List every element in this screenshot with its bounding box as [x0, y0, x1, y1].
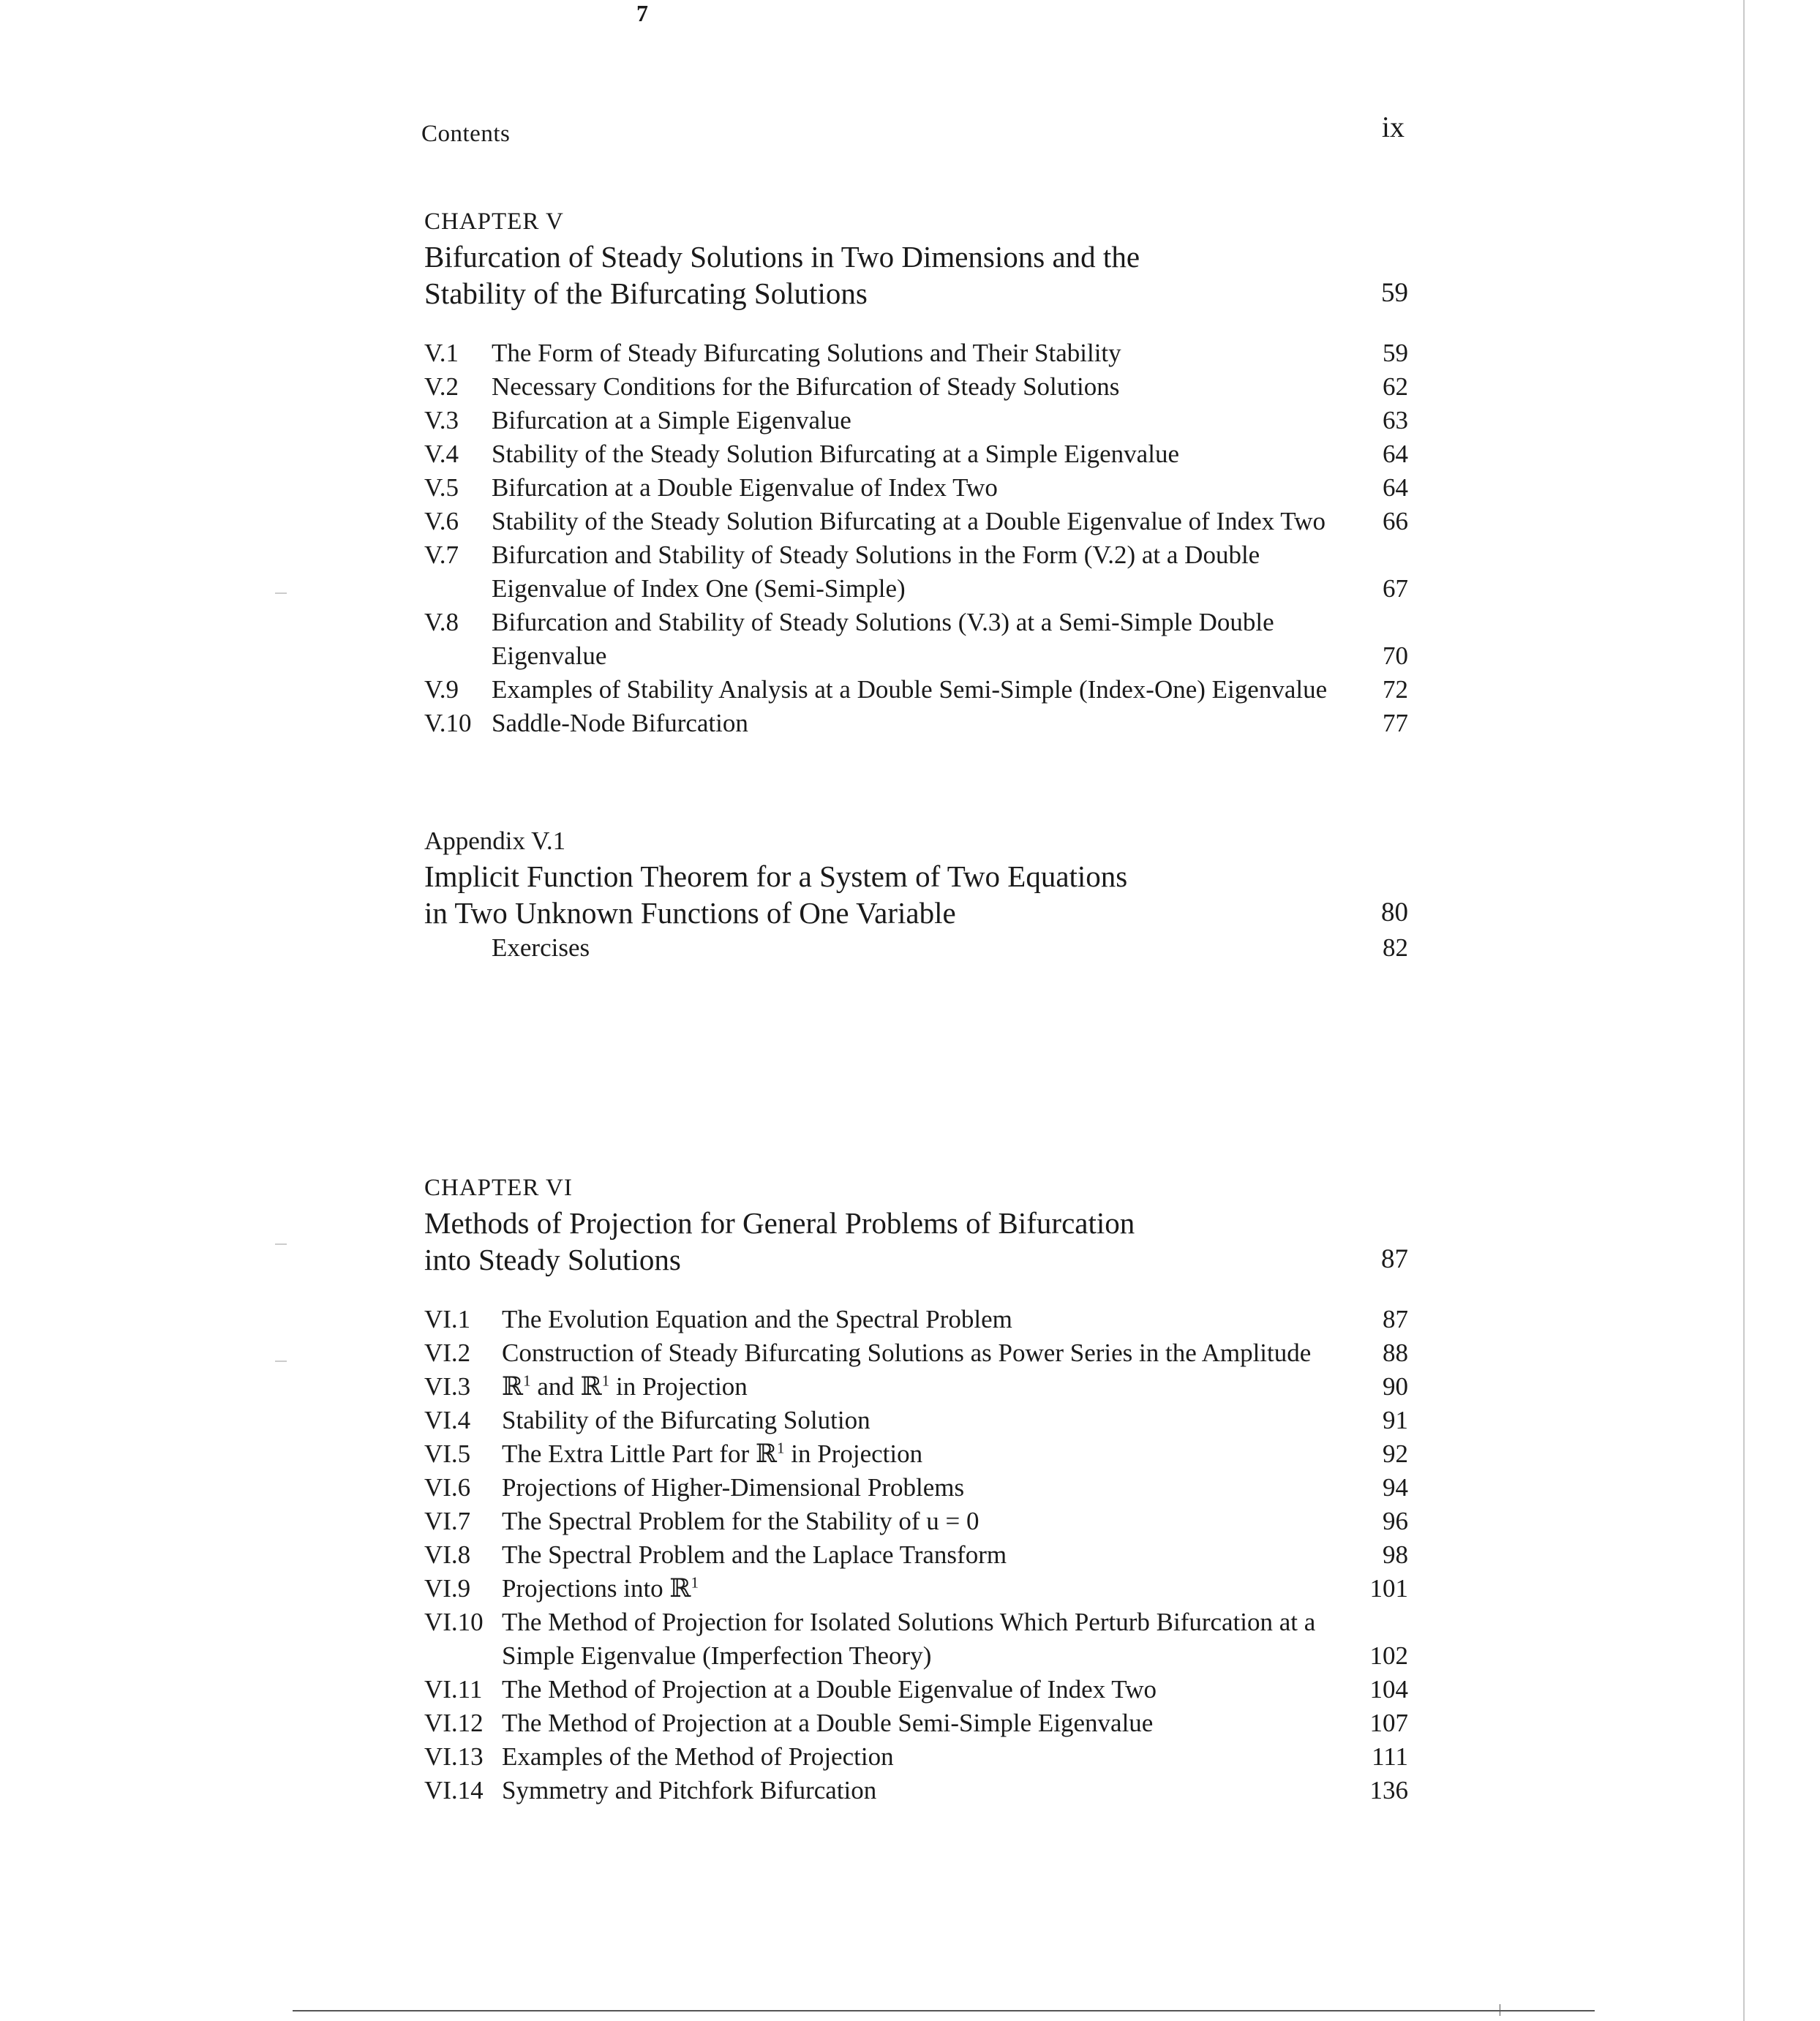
appendix-label: Appendix V.1 [424, 827, 566, 855]
toc-entry[interactable] [424, 370, 1408, 404]
section-title: Bifurcation and Stability of Steady Solutions (V.3) at a Semi-Simple Double Eigenvalue [492, 608, 1274, 670]
section-page: 104 [1369, 1675, 1408, 1704]
section-page: 91 [1383, 1406, 1408, 1434]
section-title: Construction of Steady Bifurcating Solutions as Power Series in the Amplitude [502, 1339, 1312, 1367]
section-title: Saddle-Node Bifurcation [492, 709, 748, 737]
section-number: VI.9 [424, 1574, 471, 1603]
appendix-title-text: in Two Unknown Functions of One Variable [424, 896, 956, 930]
toc-entry[interactable] [424, 538, 1408, 606]
section-number: VI.3 [424, 1372, 471, 1401]
margin-mark [275, 1243, 287, 1245]
section-number: VI.5 [424, 1439, 471, 1468]
bottom-scan-rule [293, 2010, 1595, 2011]
section-number: V.3 [424, 406, 459, 434]
toc-entry[interactable] [424, 1606, 1408, 1673]
section-title: Stability of the Bifurcating Solution [502, 1406, 870, 1434]
section-title: Bifurcation and Stability of Steady Solutions in the Form (V.2) at a Double Eigenvalue of Index One (Semi-Simple) [492, 541, 1260, 603]
toc-entry[interactable] [424, 1673, 1408, 1706]
section-number: VI.12 [424, 1709, 484, 1737]
exercises-label: Exercises [492, 933, 590, 962]
section-number: V.1 [424, 339, 459, 367]
section-number: V.4 [424, 440, 459, 468]
toc-entry[interactable] [424, 1336, 1408, 1370]
section-page: 64 [1383, 473, 1408, 502]
section-number: VI.4 [424, 1406, 471, 1434]
title-part: ℝ [502, 1372, 524, 1401]
section-page: 66 [1383, 507, 1408, 535]
toc-entry[interactable] [424, 1538, 1408, 1572]
toc-entry[interactable] [424, 1303, 1408, 1336]
chapter-5-section [424, 207, 1408, 740]
section-title: The Form of Steady Bifurcating Solutions and Their Stability [492, 339, 1121, 367]
chapter-title-line [424, 1241, 1408, 1278]
section-number: VI.2 [424, 1339, 471, 1367]
section-title: Stability of the Steady Solution Bifurcating at a Simple Eigenvalue [492, 440, 1179, 468]
chapter-page: 87 [1381, 1244, 1408, 1274]
section-title [502, 1370, 1408, 1404]
section-page: 77 [1383, 709, 1408, 737]
title-part: The Extra Little Part for ℝ [502, 1439, 778, 1468]
page-edge-line [1743, 0, 1745, 2021]
toc-entry[interactable] [424, 1437, 1408, 1471]
section-number: V.10 [424, 709, 472, 737]
toc-entry[interactable] [424, 1471, 1408, 1505]
toc-entry[interactable] [424, 336, 1408, 370]
toc-entry[interactable] [424, 606, 1408, 673]
section-title: Necessary Conditions for the Bifurcation of Steady Solutions [492, 372, 1120, 401]
section-number: VI.11 [424, 1675, 483, 1704]
section-page: 59 [1383, 339, 1408, 367]
appendix-page: 80 [1381, 897, 1408, 927]
section-page: 94 [1383, 1473, 1408, 1502]
section-page: 98 [1383, 1540, 1408, 1569]
section-title: Examples of the Method of Projection [502, 1742, 894, 1771]
appendix-title-line: Implicit Function Theorem for a System of Two Equations [424, 859, 1128, 893]
toc-entry[interactable] [424, 404, 1408, 437]
section-page: 63 [1383, 406, 1408, 434]
section-number: VI.8 [424, 1540, 471, 1569]
section-title: The Method of Projection at a Double Semi-Simple Eigenvalue [502, 1709, 1154, 1737]
section-page: 88 [1383, 1339, 1408, 1367]
toc-entry[interactable] [424, 505, 1408, 538]
section-page: 87 [1383, 1305, 1408, 1333]
section-list [424, 1303, 1408, 1807]
chapter-label: CHAPTER VI [424, 1175, 573, 1201]
chapter-page: 59 [1381, 278, 1408, 308]
section-page: 62 [1383, 372, 1408, 401]
superscript: 1 [691, 1573, 699, 1592]
section-page: 96 [1383, 1507, 1408, 1535]
exercises-page: 82 [1383, 933, 1408, 962]
section-title: The Spectral Problem for the Stability of u = 0 [502, 1507, 979, 1535]
section-page: 72 [1383, 675, 1408, 704]
superscript: 1 [777, 1439, 785, 1457]
chapter-title [424, 1205, 1408, 1278]
section-title: The Evolution Equation and the Spectral Problem [502, 1305, 1012, 1333]
section-page: 102 [1369, 1641, 1408, 1670]
section-title: Bifurcation at a Double Eigenvalue of Index Two [492, 473, 998, 502]
section-list [424, 336, 1408, 740]
section-number: V.9 [424, 675, 459, 704]
toc-entry[interactable] [424, 1706, 1408, 1740]
chapter-6-section [424, 1173, 1408, 1807]
appendix-section [424, 827, 1408, 965]
toc-entry[interactable] [424, 1572, 1408, 1606]
section-title: Bifurcation at a Simple Eigenvalue [492, 406, 851, 434]
section-number: V.8 [424, 608, 459, 636]
toc-entry[interactable] [424, 471, 1408, 505]
toc-entry[interactable] [424, 673, 1408, 707]
section-page: 136 [1369, 1776, 1408, 1804]
toc-entry[interactable] [424, 707, 1408, 740]
toc-entry[interactable] [424, 1740, 1408, 1774]
chapter-title-line: Methods of Projection for General Problems of Bifurcation [424, 1206, 1135, 1240]
section-number: V.2 [424, 372, 459, 401]
section-title [502, 1572, 1408, 1606]
chapter-title-text: Stability of the Bifurcating Solutions [424, 276, 868, 310]
section-title: The Spectral Problem and the Laplace Transform [502, 1540, 1007, 1569]
title-part: in Projection [784, 1439, 923, 1468]
section-number: V.5 [424, 473, 459, 502]
superscript: 1 [601, 1371, 610, 1390]
section-number: V.6 [424, 507, 459, 535]
superscript: 1 [523, 1371, 531, 1390]
toc-entry[interactable] [424, 1404, 1408, 1437]
section-title: The Method of Projection for Isolated Solutions Which Perturb Bifurcation at a Simple Eigenvalue (Imperfection Theory) [502, 1608, 1316, 1670]
section-page: 107 [1369, 1709, 1408, 1737]
section-title: Symmetry and Pitchfork Bifurcation [502, 1776, 877, 1804]
section-title: Stability of the Steady Solution Bifurcating at a Double Eigenvalue of Index Two [492, 507, 1326, 535]
section-title: The Method of Projection at a Double Eigenvalue of Index Two [502, 1675, 1157, 1704]
chapter-label: CHAPTER V [424, 208, 564, 235]
section-page: 70 [1383, 641, 1408, 670]
page-number: ix [1381, 110, 1405, 143]
section-title: Examples of Stability Analysis at a Double Semi-Simple (Index-One) Eigenvalue [492, 675, 1328, 704]
section-number: VI.14 [424, 1776, 484, 1804]
section-number: V.7 [424, 541, 459, 569]
section-number: VI.6 [424, 1473, 471, 1502]
section-number: VI.13 [424, 1742, 484, 1771]
section-page: 90 [1383, 1372, 1408, 1401]
section-title: Projections of Higher-Dimensional Problems [502, 1473, 965, 1502]
chapter-title [424, 238, 1408, 312]
toc-entry[interactable] [424, 1370, 1408, 1404]
title-part: and ℝ [530, 1372, 602, 1401]
section-number: VI.1 [424, 1305, 471, 1333]
toc-entry[interactable] [424, 1505, 1408, 1538]
section-number: VI.7 [424, 1507, 471, 1535]
page-mark: 7 [636, 0, 648, 26]
section-page: 64 [1383, 440, 1408, 468]
section-title [502, 1437, 1408, 1471]
running-head: Contents [421, 121, 511, 147]
section-page: 111 [1372, 1742, 1408, 1771]
appendix-title [424, 858, 1408, 931]
section-page: 101 [1369, 1574, 1408, 1603]
chapter-title-text: into Steady Solutions [424, 1243, 681, 1276]
toc-entry[interactable] [424, 437, 1408, 471]
section-page: 92 [1383, 1439, 1408, 1468]
chapter-title-line [424, 275, 1408, 312]
appendix-title-line [424, 895, 1408, 931]
title-part: Projections into ℝ [502, 1574, 691, 1603]
chapter-title-line: Bifurcation of Steady Solutions in Two Dimensions and the [424, 240, 1140, 274]
margin-mark [275, 592, 287, 594]
toc-entry[interactable] [424, 1774, 1408, 1807]
section-page: 67 [1383, 574, 1408, 603]
section-number: VI.10 [424, 1608, 484, 1636]
margin-mark [275, 1360, 287, 1362]
toc-entry-exercises[interactable] [424, 931, 1408, 965]
title-part: in Projection [609, 1372, 748, 1401]
